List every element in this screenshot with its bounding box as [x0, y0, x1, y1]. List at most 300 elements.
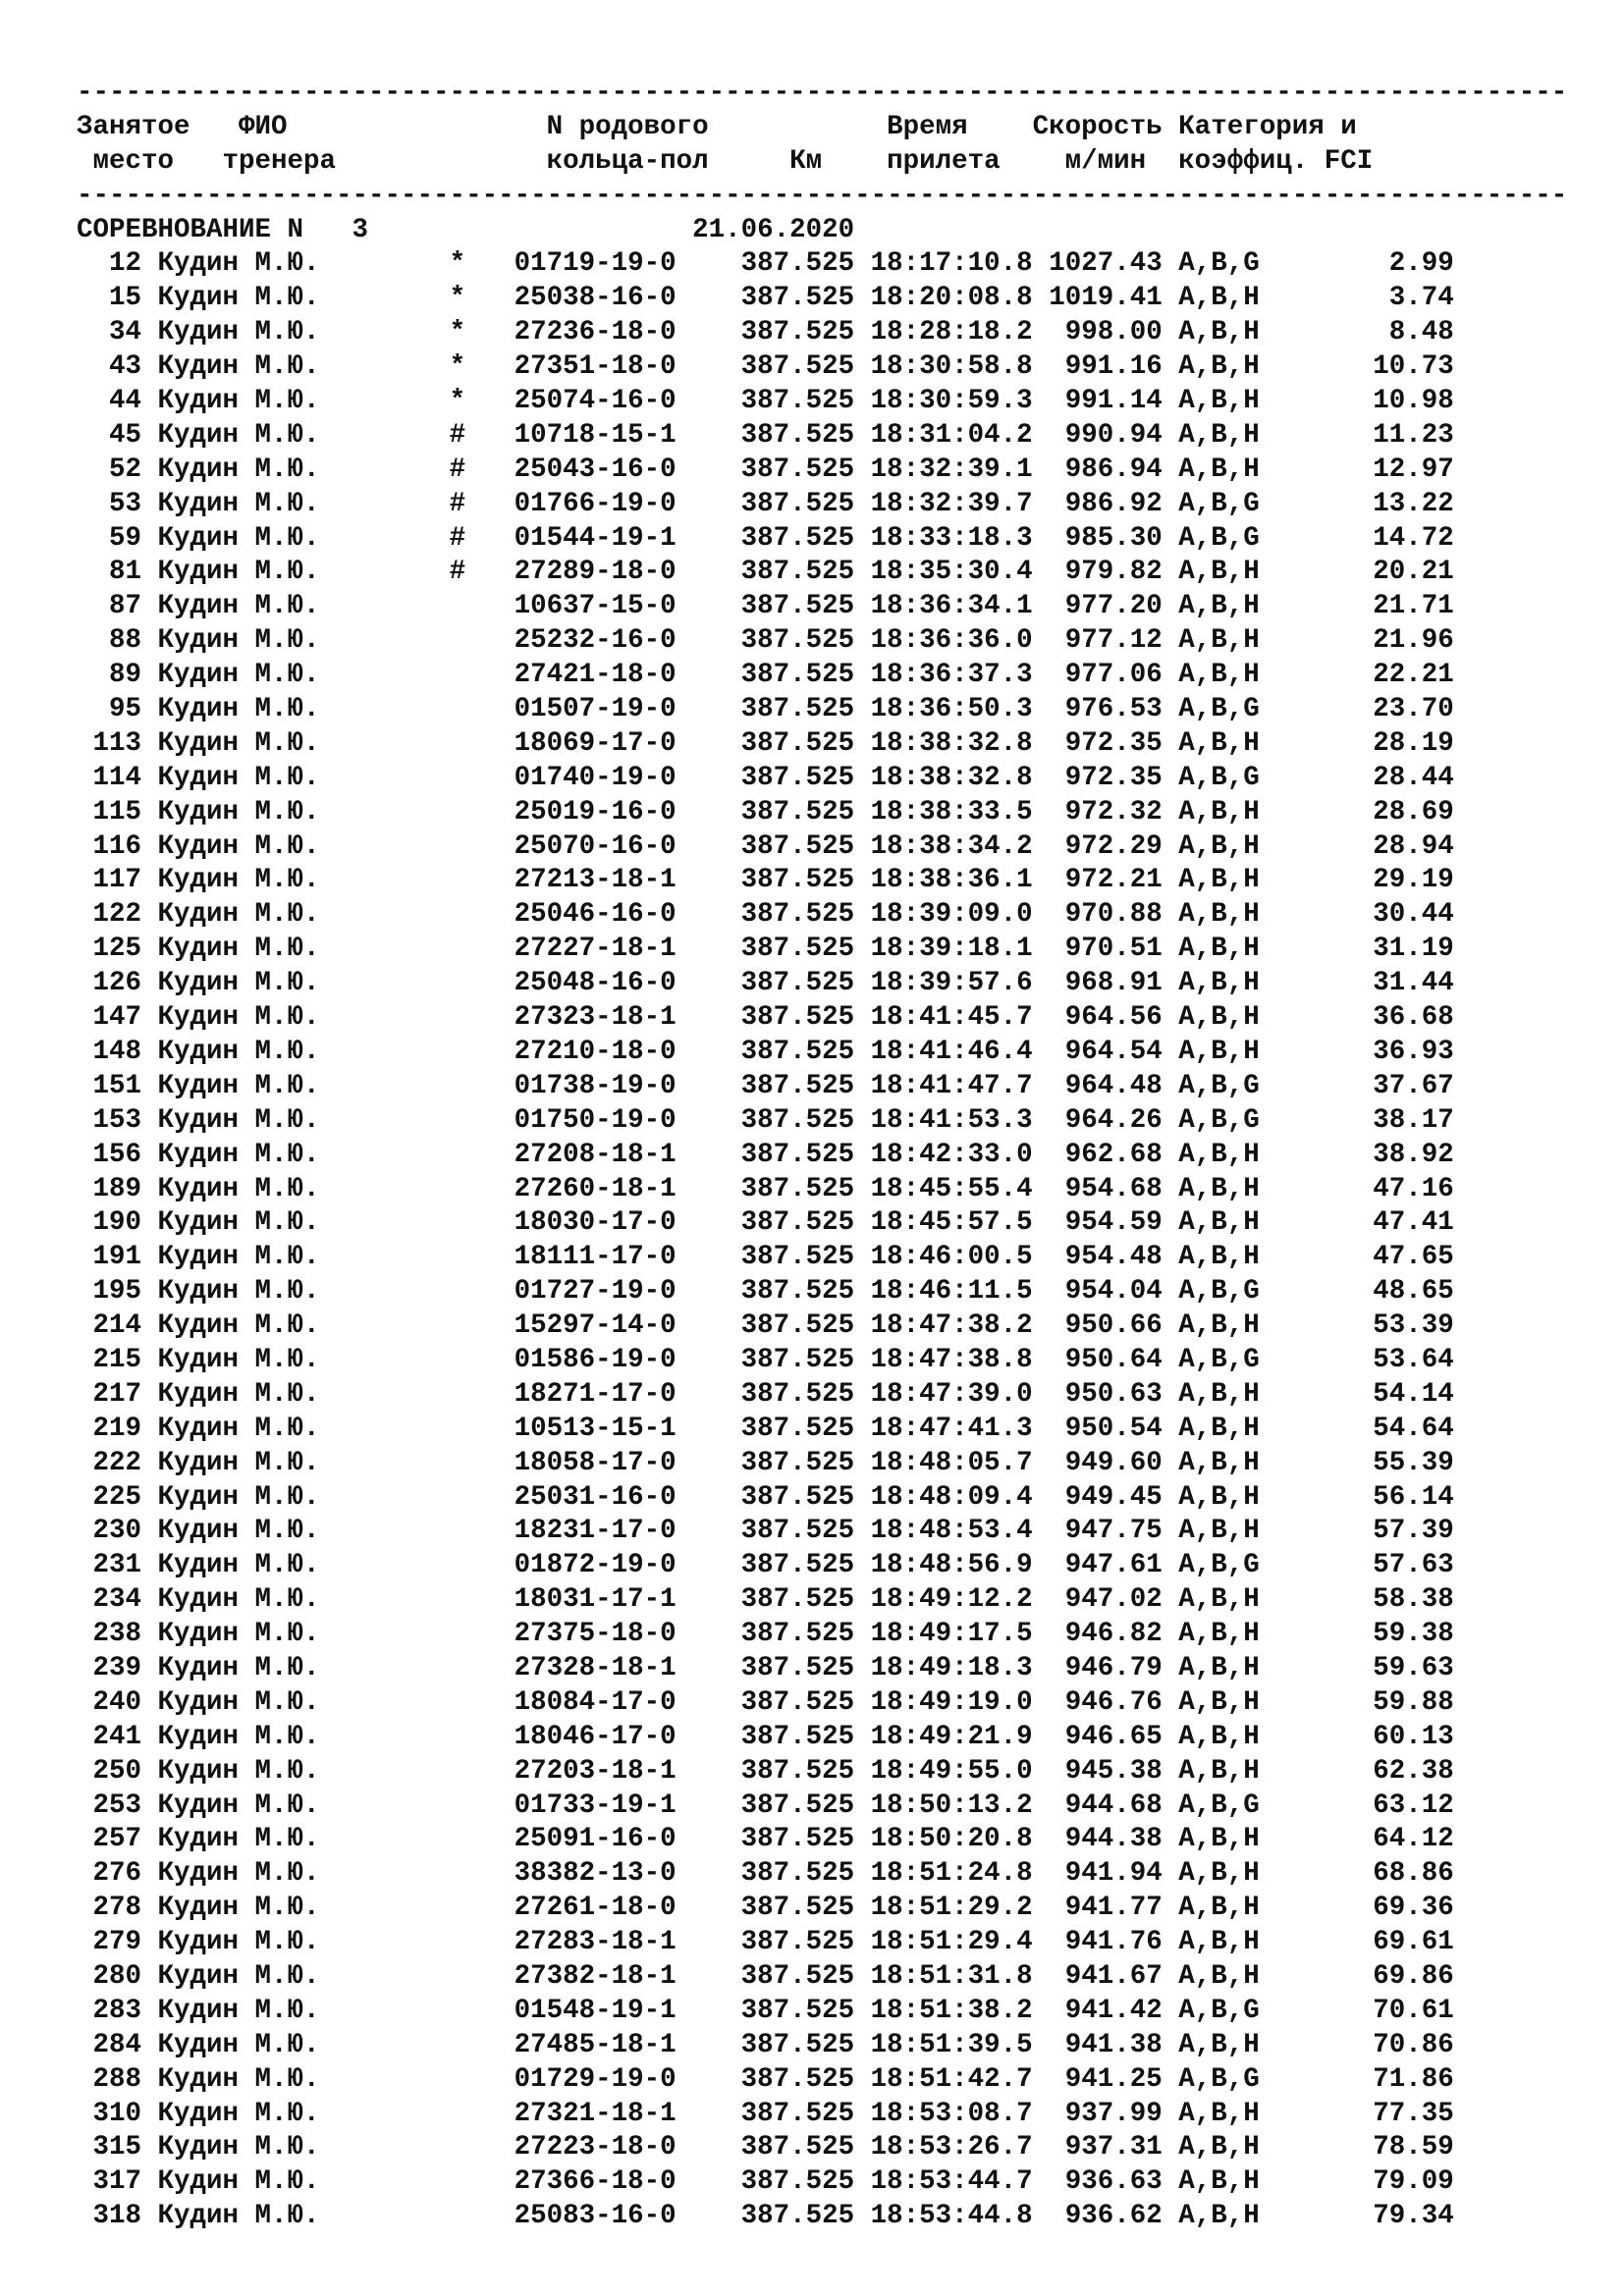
row-mark — [450, 1310, 514, 1341]
row-coefficient: 55.39 — [1275, 1447, 1454, 1478]
row-trainer: Кудин М.Ю. — [141, 727, 450, 759]
row-place: 45 — [77, 419, 142, 451]
table-row — [77, 1036, 1549, 1070]
row-trainer: Кудин М.Ю. — [141, 1686, 450, 1718]
row-mark — [450, 1653, 514, 1683]
row-km: 387.525 — [692, 830, 855, 862]
row-category: A,B,H — [1162, 1310, 1276, 1342]
table-row — [77, 316, 1549, 350]
row-place: 288 — [77, 2063, 142, 2095]
row-speed: 977.06 — [1032, 660, 1163, 691]
row-mark — [450, 2064, 514, 2095]
row-km: 387.525 — [692, 454, 855, 485]
row-speed: 936.62 — [1032, 2201, 1163, 2232]
table-row — [77, 2098, 1549, 2132]
row-place: 219 — [77, 1413, 142, 1444]
table-row — [77, 2063, 1549, 2098]
row-coefficient: 56.14 — [1275, 1481, 1454, 1513]
row-coefficient: 29.19 — [1275, 865, 1454, 896]
row-mark — [450, 1105, 514, 1136]
row-place: 147 — [77, 1002, 142, 1034]
row-time: 18:28:18.2 — [854, 317, 1033, 348]
table-row — [77, 1447, 1549, 1481]
row-ring: 27289-18-0 — [514, 557, 693, 588]
row-ring: 27236-18-0 — [514, 317, 693, 348]
row-mark — [450, 660, 514, 690]
row-trainer: Кудин М.Ю. — [141, 1036, 450, 1067]
row-km: 387.525 — [692, 1070, 855, 1101]
row-speed: 946.65 — [1032, 1721, 1163, 1752]
row-trainer: Кудин М.Ю. — [141, 1584, 450, 1616]
competition-date: 21.06.2020 — [692, 214, 855, 245]
row-coefficient: 11.23 — [1275, 419, 1454, 451]
row-km: 387.525 — [692, 419, 855, 451]
row-mark — [450, 831, 514, 862]
row-km: 387.525 — [692, 1789, 855, 1821]
row-km: 387.525 — [692, 1002, 855, 1034]
row-mark — [450, 2201, 514, 2231]
row-trainer: Кудин М.Ю. — [141, 522, 450, 554]
row-place: 276 — [77, 1858, 142, 1890]
row-trainer: Кудин М.Ю. — [141, 1550, 450, 1581]
row-place: 239 — [77, 1652, 142, 1683]
row-speed: 1027.43 — [1032, 248, 1163, 280]
row-time: 18:41:47.7 — [854, 1070, 1033, 1101]
row-time: 18:46:00.5 — [854, 1242, 1033, 1273]
row-time: 18:36:34.1 — [854, 591, 1033, 622]
row-trainer: Кудин М.Ю. — [141, 1242, 450, 1273]
row-trainer: Кудин М.Ю. — [141, 1516, 450, 1547]
row-mark: # — [449, 522, 514, 554]
row-category: A,B,H — [1162, 557, 1276, 588]
row-category: A,B,G — [1162, 2063, 1276, 2095]
row-category: A,B,H — [1162, 1139, 1276, 1170]
row-km: 387.525 — [692, 762, 855, 793]
row-place: 278 — [77, 1893, 142, 1924]
row-km: 387.525 — [692, 865, 855, 896]
results-table — [77, 247, 1549, 2234]
row-coefficient: 12.97 — [1275, 454, 1454, 485]
row-km: 387.525 — [692, 968, 855, 999]
row-mark — [450, 1482, 514, 1513]
row-trainer: Кудин М.Ю. — [141, 660, 450, 691]
row-time: 18:33:18.3 — [854, 522, 1033, 554]
row-category: A,B,G — [1162, 1789, 1276, 1821]
row-mark — [450, 1037, 514, 1067]
row-place: 283 — [77, 1995, 142, 2026]
table-row — [77, 1173, 1549, 1207]
row-category: A,B,H — [1162, 625, 1276, 657]
row-time: 18:30:59.3 — [854, 386, 1033, 417]
row-trainer: Кудин М.Ю. — [141, 865, 450, 896]
row-place: 315 — [77, 2132, 142, 2163]
row-ring: 27421-18-0 — [514, 660, 693, 691]
row-time: 18:32:39.7 — [854, 488, 1033, 519]
row-category: A,B,H — [1162, 1207, 1276, 1239]
row-trainer: Кудин М.Ю. — [141, 1070, 450, 1101]
row-ring: 01750-19-0 — [514, 1104, 693, 1136]
row-km: 387.525 — [692, 1242, 855, 1273]
row-time: 18:49:12.2 — [854, 1584, 1033, 1616]
row-category: A,B,H — [1162, 899, 1276, 931]
row-speed: 970.88 — [1032, 899, 1163, 931]
row-trainer: Кудин М.Ю. — [141, 1893, 450, 1924]
row-trainer: Кудин М.Ю. — [141, 2201, 450, 2232]
row-coefficient: 78.59 — [1275, 2132, 1454, 2163]
row-speed: 947.61 — [1032, 1550, 1163, 1581]
row-mark — [450, 1790, 514, 1821]
table-row — [77, 419, 1549, 454]
row-speed: 954.04 — [1032, 1276, 1163, 1308]
row-trainer: Кудин М.Ю. — [141, 1481, 450, 1513]
row-ring: 01766-19-0 — [514, 488, 693, 519]
row-coefficient: 79.34 — [1275, 2201, 1454, 2232]
row-time: 18:46:11.5 — [854, 1276, 1033, 1308]
row-ring: 25019-16-0 — [514, 796, 693, 828]
row-time: 18:42:33.0 — [854, 1139, 1033, 1170]
row-ring: 18271-17-0 — [514, 1378, 693, 1410]
row-mark: * — [449, 386, 514, 417]
row-km: 387.525 — [692, 317, 855, 348]
row-ring: 10637-15-0 — [514, 591, 693, 622]
row-place: 225 — [77, 1481, 142, 1513]
table-row — [77, 624, 1549, 659]
row-category: A,B,H — [1162, 865, 1276, 896]
row-speed: 962.68 — [1032, 1139, 1163, 1170]
row-mark — [450, 968, 514, 998]
row-coefficient: 3.74 — [1275, 283, 1454, 314]
row-ring: 01544-19-1 — [514, 522, 693, 554]
table-row — [77, 796, 1549, 830]
row-category: A,B,H — [1162, 796, 1276, 828]
row-km: 387.525 — [692, 1619, 855, 1650]
table-row — [77, 1926, 1549, 1960]
row-trainer: Кудин М.Ю. — [141, 899, 450, 931]
row-coefficient: 54.64 — [1275, 1413, 1454, 1444]
row-ring: 18030-17-0 — [514, 1207, 693, 1239]
row-place: 279 — [77, 1927, 142, 1958]
row-category: A,B,H — [1162, 1858, 1276, 1890]
table-row — [77, 1241, 1549, 1275]
row-time: 18:51:24.8 — [854, 1858, 1033, 1890]
row-time: 18:45:55.4 — [854, 1173, 1033, 1204]
row-speed: 991.14 — [1032, 386, 1163, 417]
row-ring: 25091-16-0 — [514, 1824, 693, 1855]
row-km: 387.525 — [692, 1413, 855, 1444]
row-category: A,B,H — [1162, 1002, 1276, 1034]
row-place: 113 — [77, 727, 142, 759]
row-trainer: Кудин М.Ю. — [141, 934, 450, 965]
table-row — [77, 1001, 1549, 1036]
row-coefficient: 57.63 — [1275, 1550, 1454, 1581]
row-trainer: Кудин М.Ю. — [141, 283, 450, 314]
table-row — [77, 1823, 1549, 1857]
row-coefficient: 37.67 — [1275, 1070, 1454, 1101]
row-time: 18:39:18.1 — [854, 934, 1033, 965]
row-mark — [450, 2166, 514, 2197]
table-row — [77, 2029, 1549, 2063]
row-time: 18:49:55.0 — [854, 1755, 1033, 1787]
row-speed: 964.26 — [1032, 1104, 1163, 1136]
row-mark — [450, 1242, 514, 1272]
row-mark: # — [449, 557, 514, 588]
table-row — [77, 898, 1549, 933]
row-category: A,B,H — [1162, 1652, 1276, 1683]
row-trainer: Кудин М.Ю. — [141, 1207, 450, 1239]
row-ring: 27210-18-0 — [514, 1036, 693, 1067]
row-mark: * — [449, 248, 514, 280]
row-category: A,B,G — [1162, 1104, 1276, 1136]
row-coefficient: 13.22 — [1275, 488, 1454, 519]
row-ring: 10513-15-1 — [514, 1413, 693, 1444]
row-mark — [450, 1071, 514, 1101]
row-speed: 941.25 — [1032, 2063, 1163, 2095]
row-trainer: Кудин М.Ю. — [141, 1619, 450, 1650]
row-ring: 27283-18-1 — [514, 1927, 693, 1958]
row-speed: 941.76 — [1032, 1927, 1163, 1958]
row-ring: 01729-19-0 — [514, 2063, 693, 2095]
table-row — [77, 385, 1549, 419]
table-row — [77, 1275, 1549, 1309]
row-mark — [450, 1550, 514, 1580]
table-row — [77, 1378, 1549, 1413]
row-coefficient: 21.96 — [1275, 625, 1454, 657]
row-trainer: Кудин М.Ю. — [141, 2132, 450, 2163]
row-place: 217 — [77, 1378, 142, 1410]
row-coefficient: 64.12 — [1275, 1824, 1454, 1855]
row-coefficient: 53.39 — [1275, 1310, 1454, 1342]
row-place: 284 — [77, 2029, 142, 2060]
row-km: 387.525 — [692, 727, 855, 759]
row-km: 387.525 — [692, 625, 855, 657]
table-row — [77, 864, 1549, 898]
row-km: 387.525 — [692, 2132, 855, 2163]
row-mark — [450, 1722, 514, 1752]
row-coefficient: 47.65 — [1275, 1242, 1454, 1273]
table-row — [77, 1721, 1549, 1755]
row-ring: 38382-13-0 — [514, 1858, 693, 1890]
row-ring: 18046-17-0 — [514, 1721, 693, 1752]
row-coefficient: 20.21 — [1275, 557, 1454, 588]
row-ring: 25038-16-0 — [514, 283, 693, 314]
row-ring: 01727-19-0 — [514, 1276, 693, 1308]
row-ring: 27366-18-0 — [514, 2166, 693, 2198]
row-km: 387.525 — [692, 2029, 855, 2060]
row-place: 240 — [77, 1686, 142, 1718]
row-speed: 985.30 — [1032, 522, 1163, 554]
table-row — [77, 2165, 1549, 2200]
table-row — [77, 1515, 1549, 1549]
row-category: A,B,H — [1162, 454, 1276, 485]
row-time: 18:41:53.3 — [854, 1104, 1033, 1136]
row-coefficient: 8.48 — [1275, 317, 1454, 348]
row-category: A,B,H — [1162, 1927, 1276, 1958]
row-time: 18:51:29.4 — [854, 1927, 1033, 1958]
row-time: 18:51:38.2 — [854, 1995, 1033, 2026]
row-place: 195 — [77, 1276, 142, 1308]
row-category: A,B,H — [1162, 727, 1276, 759]
table-row — [77, 1686, 1549, 1721]
row-mark — [450, 1858, 514, 1889]
row-ring: 01738-19-0 — [514, 1070, 693, 1101]
table-row — [77, 247, 1549, 282]
row-place: 215 — [77, 1344, 142, 1375]
row-category: A,B,G — [1162, 522, 1276, 554]
row-place: 52 — [77, 454, 142, 485]
table-row — [77, 522, 1549, 557]
row-km: 387.525 — [692, 488, 855, 519]
row-speed: 936.63 — [1032, 2166, 1163, 2198]
row-category: A,B,H — [1162, 1516, 1276, 1547]
row-time: 18:49:19.0 — [854, 1686, 1033, 1718]
row-ring: 18231-17-0 — [514, 1516, 693, 1547]
row-time: 18:45:57.5 — [854, 1207, 1033, 1239]
row-category: A,B,H — [1162, 1686, 1276, 1718]
row-km: 387.525 — [692, 2063, 855, 2095]
row-km: 387.525 — [692, 1104, 855, 1136]
row-speed: 964.54 — [1032, 1036, 1163, 1067]
row-km: 387.525 — [692, 248, 855, 280]
row-time: 18:38:32.8 — [854, 762, 1033, 793]
row-speed: 954.68 — [1032, 1173, 1163, 1204]
row-trainer: Кудин М.Ю. — [141, 591, 450, 622]
row-km: 387.525 — [692, 660, 855, 691]
row-ring: 27261-18-0 — [514, 1893, 693, 1924]
row-category: A,B,H — [1162, 2166, 1276, 2198]
table-row — [77, 282, 1549, 316]
row-ring: 25031-16-0 — [514, 1481, 693, 1513]
row-speed: 968.91 — [1032, 968, 1163, 999]
row-category: A,B,H — [1162, 1413, 1276, 1444]
row-km: 387.525 — [692, 1995, 855, 2026]
table-row — [77, 1652, 1549, 1686]
row-trainer: Кудин М.Ю. — [141, 2063, 450, 2095]
row-place: 88 — [77, 625, 142, 657]
table-row — [77, 1755, 1549, 1789]
row-speed: 941.94 — [1032, 1858, 1163, 1890]
row-time: 18:53:26.7 — [854, 2132, 1033, 2163]
header-rule-top: -------------------------------------------------------------------------------------------- — [77, 78, 1568, 108]
row-km: 387.525 — [692, 1276, 855, 1308]
row-category: A,B,H — [1162, 317, 1276, 348]
row-place: 125 — [77, 934, 142, 965]
row-category: A,B,H — [1162, 1619, 1276, 1650]
table-row — [77, 693, 1549, 727]
row-km: 387.525 — [692, 1036, 855, 1067]
row-mark — [450, 797, 514, 828]
row-speed: 954.59 — [1032, 1207, 1163, 1239]
row-time: 18:39:57.6 — [854, 968, 1033, 999]
row-speed: 986.92 — [1032, 488, 1163, 519]
row-time: 18:48:53.4 — [854, 1516, 1033, 1547]
row-trainer: Кудин М.Ю. — [141, 2029, 450, 2060]
row-coefficient: 48.65 — [1275, 1276, 1454, 1308]
row-speed: 972.32 — [1032, 796, 1163, 828]
row-place: 238 — [77, 1619, 142, 1650]
row-km: 387.525 — [692, 386, 855, 417]
row-trainer: Кудин М.Ю. — [141, 248, 450, 280]
row-place: 95 — [77, 694, 142, 725]
row-coefficient: 70.86 — [1275, 2029, 1454, 2060]
row-coefficient: 10.98 — [1275, 386, 1454, 417]
row-time: 18:38:32.8 — [854, 727, 1033, 759]
row-time: 18:49:17.5 — [854, 1619, 1033, 1650]
row-mark — [450, 2030, 514, 2060]
row-km: 387.525 — [692, 1550, 855, 1581]
row-trainer: Кудин М.Ю. — [141, 317, 450, 348]
row-trainer: Кудин М.Ю. — [141, 1344, 450, 1375]
row-mark — [450, 1276, 514, 1307]
row-time: 18:47:39.0 — [854, 1378, 1033, 1410]
row-coefficient: 36.93 — [1275, 1036, 1454, 1067]
header-rule-bottom: -------------------------------------------------------------------------------------------- — [77, 180, 1568, 211]
row-speed: 944.38 — [1032, 1824, 1163, 1855]
row-trainer: Кудин М.Ю. — [141, 1447, 450, 1478]
row-time: 18:49:21.9 — [854, 1721, 1033, 1752]
row-km: 387.525 — [692, 1447, 855, 1478]
row-mark: * — [449, 317, 514, 348]
table-row — [77, 1344, 1549, 1378]
row-trainer: Кудин М.Ю. — [141, 386, 450, 417]
row-time: 18:38:36.1 — [854, 865, 1033, 896]
row-mark — [450, 865, 514, 895]
row-coefficient: 38.17 — [1275, 1104, 1454, 1136]
row-trainer: Кудин М.Ю. — [141, 1995, 450, 2026]
table-row — [77, 1618, 1549, 1652]
row-coefficient: 10.73 — [1275, 351, 1454, 383]
row-mark: * — [449, 351, 514, 383]
row-time: 18:51:31.8 — [854, 1960, 1033, 1992]
row-ring: 01740-19-0 — [514, 762, 693, 793]
row-speed: 946.76 — [1032, 1686, 1163, 1718]
row-speed: 991.16 — [1032, 351, 1163, 383]
row-mark — [450, 1140, 514, 1170]
row-place: 122 — [77, 899, 142, 931]
row-km: 387.525 — [692, 899, 855, 931]
row-mark — [450, 694, 514, 724]
row-trainer: Кудин М.Ю. — [141, 1652, 450, 1683]
row-ring: 27351-18-0 — [514, 351, 693, 383]
row-ring: 27213-18-1 — [514, 865, 693, 896]
row-time: 18:51:39.5 — [854, 2029, 1033, 2060]
row-place: 253 — [77, 1789, 142, 1821]
row-coefficient: 58.38 — [1275, 1584, 1454, 1616]
row-trainer: Кудин М.Ю. — [141, 488, 450, 519]
row-mark: # — [449, 454, 514, 485]
row-km: 387.525 — [692, 1310, 855, 1342]
table-row — [77, 556, 1549, 590]
row-trainer: Кудин М.Ю. — [141, 1413, 450, 1444]
row-ring: 18058-17-0 — [514, 1447, 693, 1478]
row-coefficient: 31.44 — [1275, 968, 1454, 999]
row-km: 387.525 — [692, 1893, 855, 1924]
row-speed: 972.35 — [1032, 762, 1163, 793]
row-mark — [450, 1927, 514, 1957]
table-row — [77, 933, 1549, 967]
row-trainer: Кудин М.Ю. — [141, 1960, 450, 1992]
table-row — [77, 762, 1549, 796]
row-km: 387.525 — [692, 1584, 855, 1616]
row-ring: 18111-17-0 — [514, 1242, 693, 1273]
competition-label: СОРЕВНОВАНИЕ N 3 — [77, 214, 369, 245]
row-time: 18:41:45.7 — [854, 1002, 1033, 1034]
row-place: 34 — [77, 317, 142, 348]
row-coefficient: 62.38 — [1275, 1755, 1454, 1787]
row-km: 387.525 — [692, 1173, 855, 1204]
row-speed: 990.94 — [1032, 419, 1163, 451]
row-category: A,B,H — [1162, 968, 1276, 999]
row-category: A,B,H — [1162, 934, 1276, 965]
